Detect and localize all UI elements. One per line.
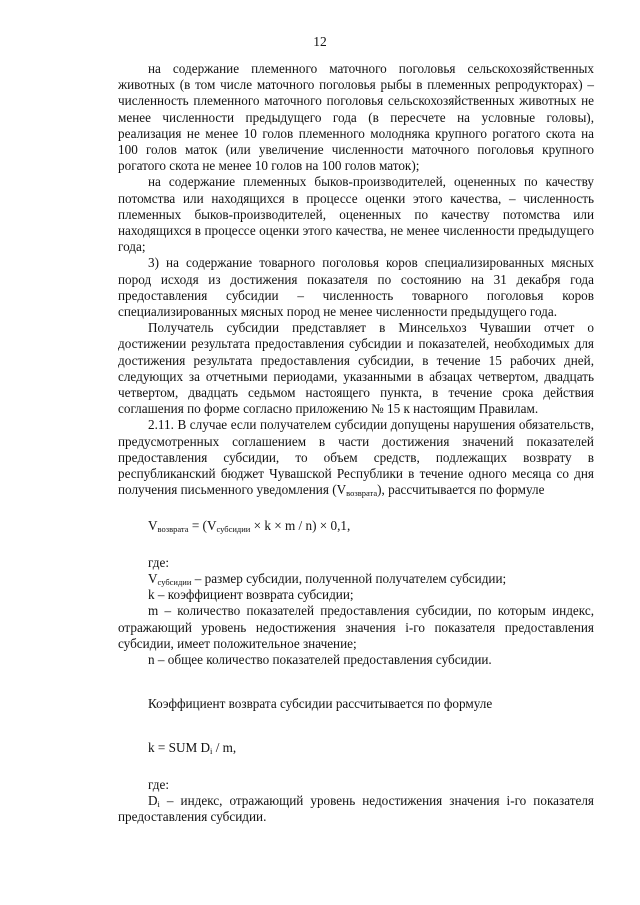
formula2-subscript: i xyxy=(210,746,213,757)
def-v-text: – размер субсидии, полученной получателем субсидии; xyxy=(191,570,507,586)
document-body xyxy=(118,61,594,825)
definition-k: k – коэффициент возврата субсидии; xyxy=(148,587,354,603)
where-label-2: где: xyxy=(148,776,169,792)
definition-v-subsidy xyxy=(118,571,594,587)
paragraph-commercial-cows: 3) на содержание товарного поголовья коров специализированных мясных пород исходя из достижения показателя по состоянию на 31 декабря года предоставления субсидии – численность товарного поголовья коров специализированных мясных пород не менее численности предыдущего года. xyxy=(118,255,594,320)
definition-n: n – общее количество показателей предоставления субсидии. xyxy=(148,651,492,667)
page-number: 12 xyxy=(313,34,327,49)
def-d-symbol: D xyxy=(148,792,158,808)
def-d-subscript: i xyxy=(157,798,160,809)
formula2-tail: / m, xyxy=(212,740,237,756)
formula1-subsidy-subscript: субсидии xyxy=(216,524,251,535)
clause-2-11-text: 2.11. В случае если получателем субсидии допущены нарушения обязательств, предусмотренных соглашением в части достижения значений показателей предоставления субсидии, то объем средств, подлежащих возврату в республиканский бюджет Чувашской Республики в течение одного месяца со дня получения письменного уведомления (V xyxy=(118,417,594,498)
formula2-lead: k = SUM D xyxy=(148,740,211,756)
paragraph-breeding-livestock: на содержание племенного маточного поголовья сельскохозяйственных животных (в том числе маточного поголовья рыбы в племенных репродукторах) – численность племенного маточного поголовья сельскохозяйственных животных не менее численности предыдущего года (в пересчете на условные головы), реализация не менее 10 голов племенного молодняка крупного рогатого скота на 100 голов маток (или увеличение численности маточного поголовья крупного рогатого скота не менее 10 голов на 100 голов маток); xyxy=(118,61,594,174)
clause-2-11-subscript: возврата xyxy=(346,488,378,499)
formula1-v: V xyxy=(148,518,158,534)
definition-d-index xyxy=(118,793,594,825)
where-label-1: где: xyxy=(148,554,169,570)
formula1-rest: × k × m / n) × 0,1, xyxy=(250,518,351,534)
def-v-symbol: V xyxy=(148,570,158,586)
formula1-eq-open: = (V xyxy=(188,518,217,534)
def-v-subscript: субсидии xyxy=(157,576,192,587)
paragraph-clause-2-11 xyxy=(118,417,594,498)
paragraph-report-requirement: Получатель субсидии представляет в Минсельхоз Чувашии отчет о достижении результата предоставления субсидии и показателей, необходимых для достижения результата предоставления субсидии, в течение 15 рабочих дней, следующих за отчетными периодами, указанными в абзацах четвертом, двадцать четвертом, двадцать седьмом настоящего пункта, в течение срока действия соглашения по форме согласно приложению № 15 к настоящим Правилам. xyxy=(118,320,594,417)
definition-m: m – количество показателей предоставления субсидии, по которым индекс, отражающий уровень недостижения значения i-го показателя предоставления субсидии, имеет положительное значение; xyxy=(118,603,594,651)
def-d-text: – индекс, отражающий уровень недостижения значения i-го показателя предоставления субсидии. xyxy=(118,792,594,824)
paragraph-breeding-bulls: на содержание племенных быков-производителей, оцененных по качеству потомства или находящихся в процессе оценки этого качества, – численность племенных быков-производителей, оцененных по качеству потомства или находящихся в процессе оценки этого качества, не менее численности предыдущего года; xyxy=(118,174,594,255)
formula-coefficient xyxy=(118,740,594,756)
clause-2-11-end: ), рассчитывается по формуле xyxy=(377,482,545,498)
formula1-v-subscript: возврата xyxy=(157,524,189,535)
coefficient-intro: Коэффициент возврата субсидии рассчитывается по формуле xyxy=(148,696,493,712)
formula-refund-volume xyxy=(118,518,594,534)
